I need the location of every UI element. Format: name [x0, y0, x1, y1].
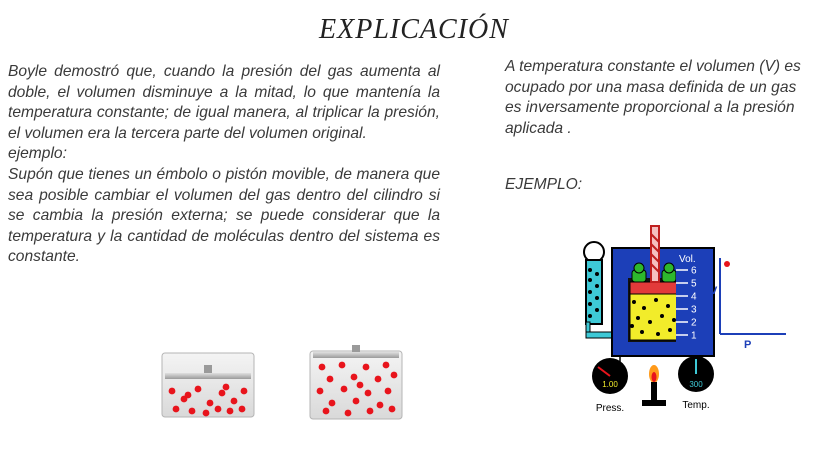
temperature-label: Temp. — [682, 400, 710, 411]
scale-tick-label: 2 — [691, 317, 697, 329]
tube-particle — [595, 284, 599, 288]
gas-molecule — [640, 330, 644, 334]
gas-particle — [173, 406, 180, 413]
law-paragraph: A temperatura constante el volumen (V) es ocupado por una masa definida de un gas es inversamente proporcional a la presión aplicada . — [505, 58, 801, 137]
gas-molecule — [660, 314, 664, 318]
gas-particle — [195, 386, 202, 393]
gas-molecule — [656, 332, 660, 336]
gas-molecule — [632, 300, 636, 304]
gas-particle — [241, 388, 248, 395]
volume-pressure-graph — [710, 258, 786, 351]
example-label-left: ejemplo: — [8, 145, 67, 163]
container-compressed-illustration — [160, 347, 256, 419]
scale-tick-label: 6 — [691, 265, 697, 277]
gas-particle — [323, 408, 330, 415]
piston-paragraph: Supón que tienes un émbolo o pistón movible, de manera que sea posible cambiar el volumen del gas dentro del cilindro si se cambia la presión externa; se puede considerar que la temperatura y la cantidad de moléculas dentro del sistema es constante. — [8, 165, 440, 266]
gas-particle — [319, 364, 326, 371]
gas-particle — [185, 392, 192, 399]
graph-y-axis-label: V — [710, 285, 718, 297]
gas-particle — [223, 384, 230, 391]
gas-particle — [377, 402, 384, 409]
gas-particle — [357, 382, 364, 389]
volume-scale — [676, 250, 704, 348]
gas-particle — [219, 390, 226, 397]
scale-tick-label: 4 — [691, 291, 697, 303]
gas-particle — [339, 362, 346, 369]
graph-data-point — [724, 261, 730, 267]
gas-particle — [353, 398, 360, 405]
gas-particle — [169, 388, 176, 395]
gas-particle — [363, 364, 370, 371]
gas-particle — [389, 406, 396, 413]
gas-molecule — [672, 318, 676, 322]
gas-particle — [239, 406, 246, 413]
gas-particle — [391, 372, 398, 379]
tube-particle — [595, 296, 599, 300]
temperature-gauge-value: 300 — [689, 380, 703, 389]
pressure-label: Press. — [595, 403, 625, 414]
gas-molecule — [642, 306, 646, 310]
gas-particle — [227, 408, 234, 415]
gas-particle — [329, 400, 336, 407]
gas-particle — [367, 408, 374, 415]
scale-tick-label: 5 — [691, 278, 697, 290]
gas-particle — [375, 376, 382, 383]
gas-particle — [351, 374, 358, 381]
gas-molecule — [668, 328, 672, 332]
volume-scale-label: Vol. — [679, 254, 696, 265]
gas-molecule — [666, 304, 670, 308]
example-label-right: EJEMPLO: — [505, 176, 583, 193]
temperature-gauge — [678, 356, 714, 411]
boyle-apparatus-diagram — [572, 222, 792, 418]
gas-particle — [385, 388, 392, 395]
tube-particle — [595, 272, 599, 276]
scale-tick-label: 1 — [691, 330, 697, 342]
gas-particle — [341, 386, 348, 393]
gas-particle — [203, 410, 210, 417]
gas-particle — [345, 410, 352, 417]
gas-particle — [189, 408, 196, 415]
left-text-block — [8, 62, 440, 268]
gas-particle — [207, 400, 214, 407]
tube-particle — [588, 314, 592, 318]
gas-particle — [317, 388, 324, 395]
gas-particle — [383, 362, 390, 369]
page-title: EXPLICACIÓN — [319, 14, 509, 45]
gas-molecule — [630, 324, 634, 328]
gas-particle — [231, 398, 238, 405]
container-expanded-illustration — [308, 345, 404, 421]
pressure-gauge — [592, 358, 628, 414]
tube-particle — [588, 302, 592, 306]
pressure-gauge-value: 1.00 — [602, 380, 618, 389]
gas-particle — [215, 406, 222, 413]
tube-particle — [588, 268, 592, 272]
gas-molecule — [654, 298, 658, 302]
gas-molecule — [636, 316, 640, 320]
graph-x-axis-label: P — [744, 339, 752, 351]
burner-flame-icon — [642, 365, 666, 406]
tube-particle — [595, 308, 599, 312]
gas-particle — [365, 390, 372, 397]
right-text-block — [505, 57, 810, 139]
tube-particle — [588, 290, 592, 294]
gas-particle — [327, 376, 334, 383]
gas-molecule — [648, 320, 652, 324]
boyle-paragraph: Boyle demostró que, cuando la presión del gas aumenta al doble, el volumen disminuye a la mitad, lo que mantenía la temperatura constante; de igual manera, al triplicar la presión, el volumen era la tercera parte del volumen original. — [8, 63, 440, 142]
tube-particle — [588, 278, 592, 282]
scale-tick-label: 3 — [691, 304, 697, 316]
